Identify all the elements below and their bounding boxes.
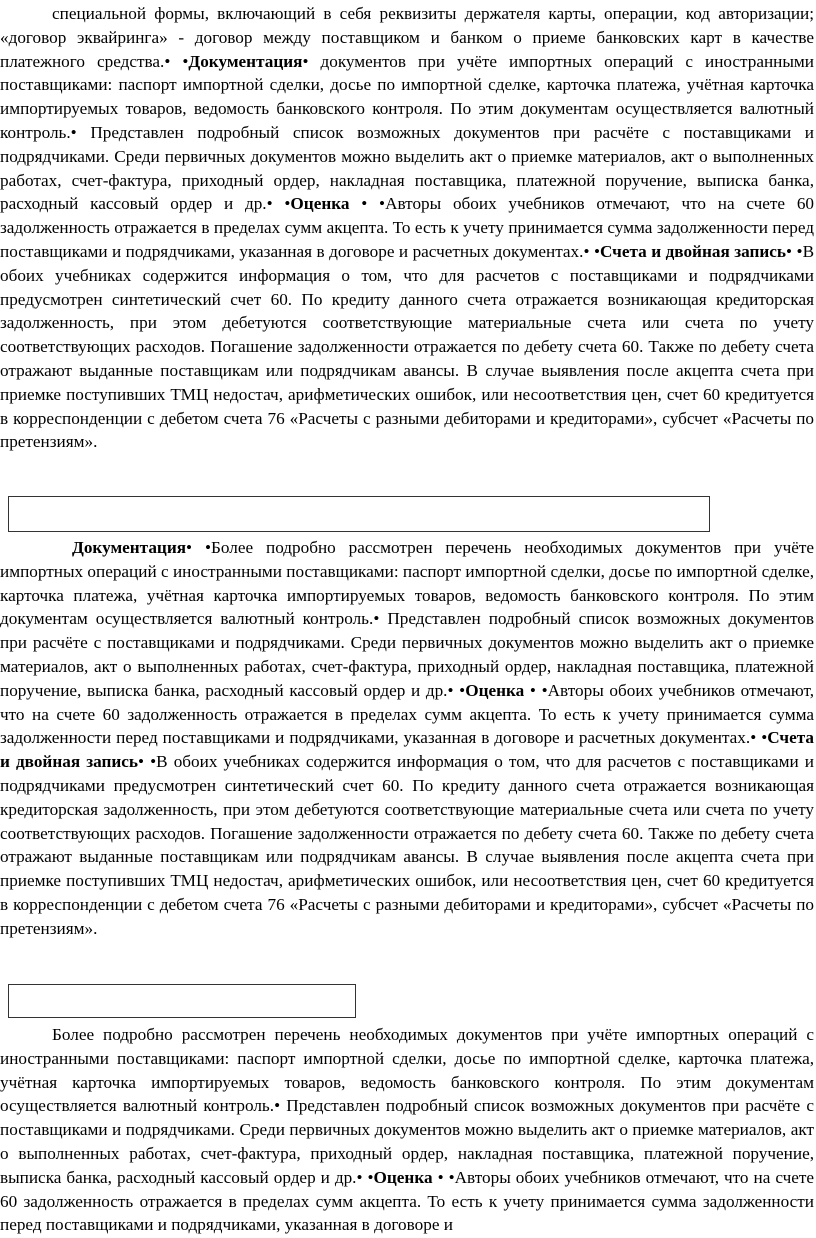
bullet-icon: •: [448, 1167, 455, 1187]
block2-para4: В обоих учебниках содержится информация о том, что для расчетов с поставщиками и подрядчиками предусмотрен синтетический счет 60. По кредиту данного счета отражается возникающая кредиторская задолженность, при этом дебетуются соответствующие материальные счета или счета по учету соответствующих расходов. Погашение задолженности отражается по дебету счета 60. Также по дебету счета отражают выданные поставщикам или подрядчикам авансы. В случае выявления после акцепта счета при приемке поступивших ТМЦ недостач, арифметических ошибок, или несоответствия цен, счет 60 кредитуется в корреспонденции с дебетом счета 76 «Расчеты с разными дебиторами и кредиторами», субсчет «Расчеты по претензиям».: [0, 752, 815, 938]
block2-para3: Авторы обоих учебников отмечают, что на счете 60 задолженность отражается в пределах сумм акцепта. То есть к учету принимается сумма задолженности перед поставщиками и подрядчиками, указанная в договоре и расчетных документах.: [0, 680, 814, 748]
block1-para1: специальной формы, включающий в себя реквизиты держателя карты, операции, код авторизации; «договор эквайринга» - договор между поставщиком и банком о приеме банковских карт в качестве платежного средства.: [0, 4, 814, 71]
block1-para3: Представлен подробный список возможных документов при расчёте с поставщиками и подрядчиками. Среди первичных документов можно выделить акт о приемке материалов, акт о выполненных работах, счет-фактура, приходный ордер, накладная поставщика, платежной поручение, выписка банка, расходный кассовый ордер и др.: [0, 122, 814, 214]
bullet-icon: •: [529, 680, 536, 700]
bullet-icon: •: [750, 728, 757, 748]
bullet-icon: •: [164, 51, 171, 71]
block1-para5: В обоих учебниках содержится информация о том, что для расчетов с поставщиками и подрядчиками предусмотрен синтетический счет 60. По кредиту данного счета отражается возникающая кредиторская задолженность, при этом дебетуются соответствующие материальные счета или счета по учету соответствующих расходов. Погашение задолженности отражается по дебету счета 60. Также по дебету счета отражают выданные поставщикам или подрядчикам авансы. В случае выявления после акцепта счета при приемке поступивших ТМЦ недостач, арифметических ошибок, или несоответствия цен, счет 60 кредитуется в корреспонденции с дебетом счета 76 «Расчеты с разными дебиторами и кредиторами», субсчет «Расчеты по претензиям».: [0, 241, 815, 452]
bullet-icon: •: [437, 1167, 444, 1187]
bullet-icon: •: [361, 194, 368, 214]
empty-box: [8, 496, 710, 532]
bullet-icon: •: [182, 51, 189, 71]
bullet-icon: •: [541, 680, 548, 700]
bullet-icon: •: [786, 241, 793, 261]
bullet-icon: •: [150, 752, 157, 772]
bullet-icon: •: [266, 194, 273, 214]
block2-text: [0, 536, 814, 941]
bullet-icon: •: [274, 1096, 281, 1116]
bullet-icon: •: [367, 1167, 374, 1187]
block1-para2: документов при учёте импортных операций с иностранными поставщиками: паспорт импортной сделки, досье по импортной сделке, карточка платежа, учётная карточка импортируемых товаров, ведомость банковского контроля. По этим документам осуществляется валютный контроль.: [0, 51, 814, 142]
block3-para3: Авторы обоих учебников отмечают, что на счете 60 задолженность отражается в пределах сумм акцепта. То есть к учету принимается сумма задолженности перед поставщиками и подрядчиками, указанная в договоре и: [0, 1167, 815, 1235]
bullet-icon: •: [761, 728, 768, 748]
bullet-icon: •: [593, 241, 600, 261]
bullet-icon: •: [373, 609, 380, 629]
bullet-icon: •: [186, 538, 193, 557]
heading-evaluation: Оценка: [465, 680, 525, 700]
block3-para2: Представлен подробный список возможных документов при расчёте с поставщиками и подрядчиками. Среди первичных документов можно выделить акт о приемке материалов, акт о выполненных работах, счет-фактура, приходный ордер, накладная поставщика, платежной поручение, выписка банка, расходный кассовый ордер и др.: [0, 1096, 814, 1187]
bullet-icon: •: [459, 680, 466, 700]
block3-text: [0, 1023, 814, 1237]
bullet-icon: •: [447, 680, 454, 700]
block2-para1: Более подробно рассмотрен перечень необходимых документов при учёте импортных операций с иностранными поставщиками: паспорт импортной сделки, досье по импортной сделке, карточка платежа, учётная карточка импортируемых товаров, ведомость банковского контроля. По этим документам осуществляется валютный контроль.: [0, 538, 814, 629]
empty-box: [8, 984, 356, 1018]
heading-documentation: Документация: [188, 51, 303, 71]
heading-evaluation: Оценка: [373, 1167, 433, 1187]
heading-accounts: Счета и двойная запись: [600, 241, 787, 261]
bullet-icon: •: [70, 122, 77, 142]
block3-para1: Более подробно рассмотрен перечень необходимых документов при учёте импортных операций с иностранными поставщиками: паспорт импортной сделки, досье по импортной сделке, карточка платежа, учётная карточка импортируемых товаров, ведомость банковского контроля. По этим документам осуществляется валютный контроль.: [0, 1025, 814, 1116]
heading-evaluation: Оценка: [290, 194, 350, 214]
bullet-icon: •: [379, 194, 386, 214]
bullet-icon: •: [284, 194, 291, 214]
bullet-icon: •: [583, 241, 590, 261]
bullet-icon: •: [796, 241, 803, 261]
block2-para2: Представлен подробный список возможных документов при расчёте с поставщиками и подрядчиками. Среди первичных документов можно выделить акт о приемке материалов, акт о выполненных работах, счет-фактура, приходный ордер, накладная поставщика, платежной поручение, выписка банка, расходный кассовый ордер и др.: [0, 609, 814, 700]
block1-text: [0, 2, 814, 454]
heading-accounts: Счета и двойная запись: [0, 728, 815, 772]
bullet-icon: •: [204, 538, 212, 557]
heading-documentation: Документация: [72, 538, 187, 557]
bullet-icon: •: [138, 752, 145, 772]
block1-para4: Авторы обоих учебников отмечают, что на счете 60 задолженность отражается в пределах сумм акцепта. То есть к учету принимается сумма задолженности перед поставщиками и подрядчиками, указанная в договоре и расчетных документах.: [0, 194, 815, 261]
bullet-icon: •: [302, 51, 309, 71]
bullet-icon: •: [356, 1167, 363, 1187]
